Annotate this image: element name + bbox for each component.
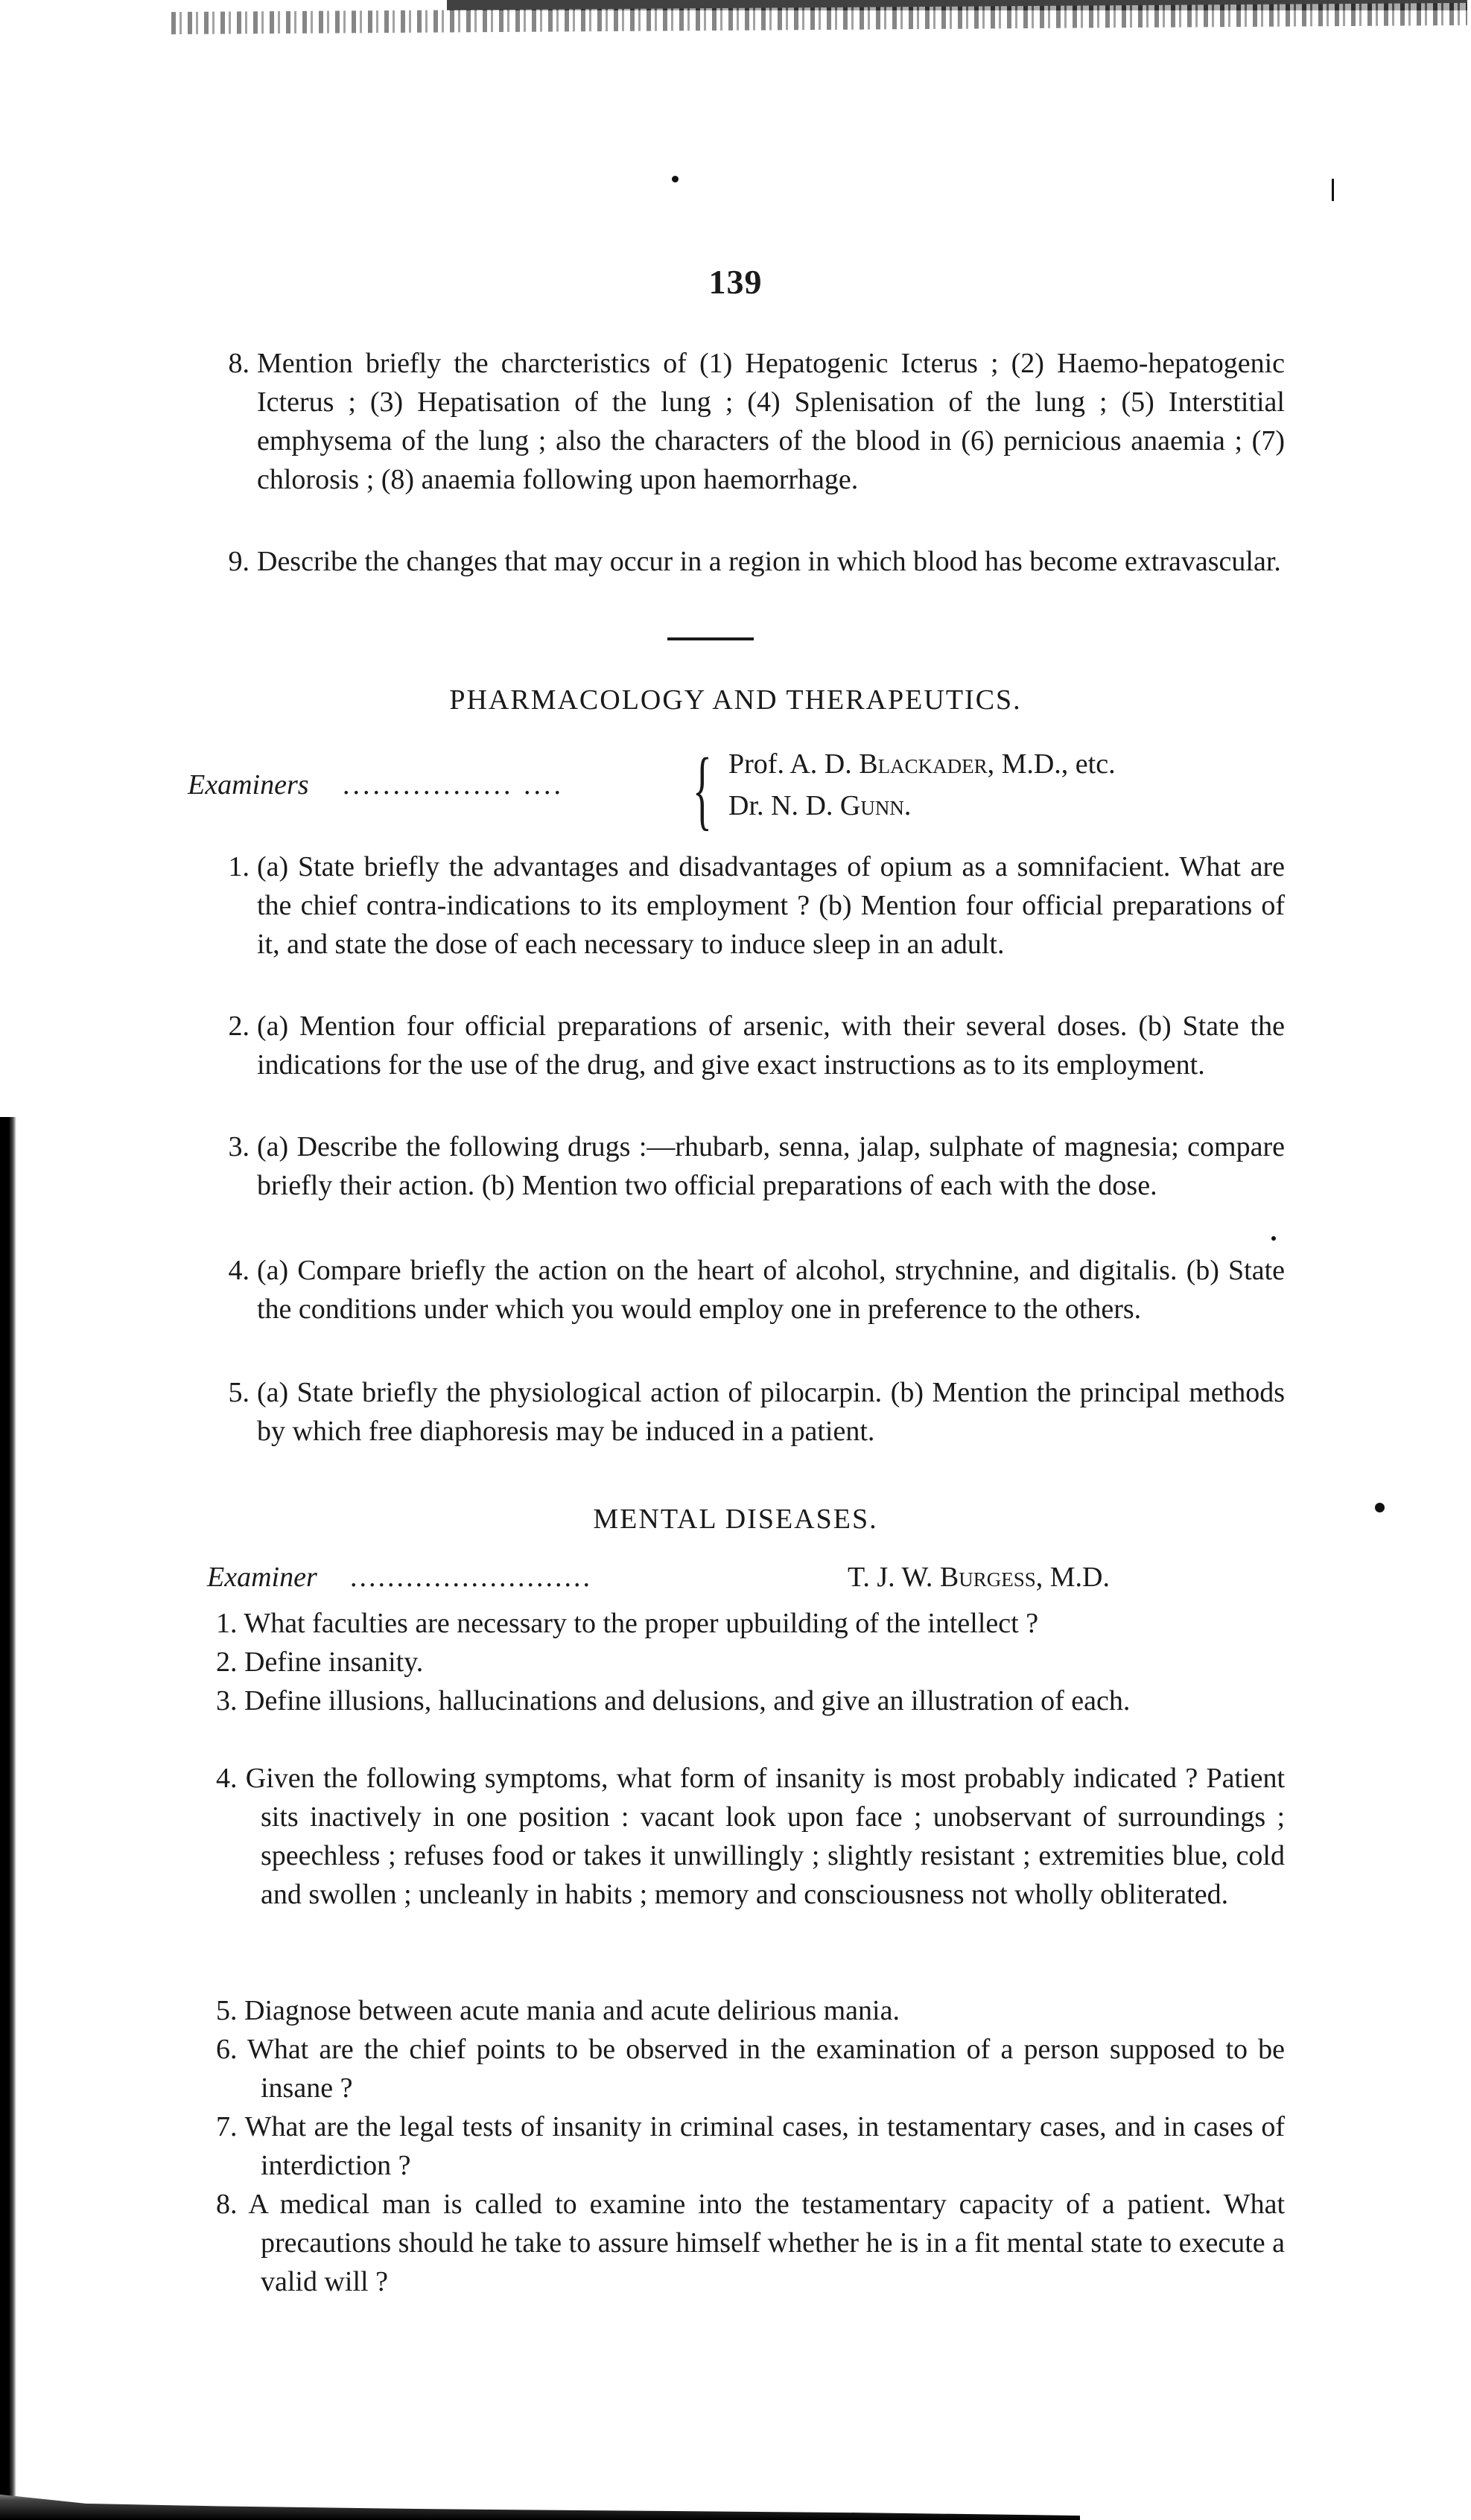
question-text: (a) State briefly the physiological action of pilocarpin. (b) Mention the principal methods by which free diaphoresis may be induced in a patient. bbox=[257, 1377, 1285, 1447]
question-number: 1. bbox=[228, 851, 250, 882]
scan-edge-left bbox=[0, 1117, 16, 2520]
section-title-mental-diseases: MENTAL DISEASES. bbox=[593, 1504, 878, 1535]
question-text: Describe the changes that may occur in a region in which blood has become extravascular. bbox=[257, 546, 1281, 577]
examiner-name: Dr. N. D. Gunn. bbox=[728, 790, 912, 821]
mental-question-2: 2. Define insanity. bbox=[216, 1646, 424, 1678]
examiners-leader-dots: ................. .... bbox=[343, 769, 564, 801]
examiner-name: Prof. A. D. Blackader, M.D., etc. bbox=[728, 748, 1116, 780]
examiner-leader-dots: .......................... bbox=[350, 1562, 592, 1593]
question-number: 5. bbox=[228, 1377, 250, 1408]
section-divider bbox=[667, 637, 754, 640]
question-number: 2. bbox=[228, 1011, 250, 1042]
scan-edge-top-noise bbox=[171, 3, 1467, 34]
page-number: 139 bbox=[708, 263, 763, 301]
question-number: 4. bbox=[228, 1255, 250, 1286]
question-text: (a) State briefly the advantages and disadvantages of opium as a somnifacient. What are the chief contra-indications to its employment ? (b) Mention four official preparations of it, and state the dose of each necessary to induce sleep in an adult. bbox=[257, 851, 1285, 960]
question-number: 9. bbox=[228, 546, 250, 577]
mental-question-5: 5. Diagnose between acute mania and acute delirious mania. bbox=[216, 1995, 900, 2026]
question-4 bbox=[228, 1251, 1285, 1329]
scan-speck bbox=[1271, 1236, 1276, 1241]
question-2 bbox=[228, 1007, 1285, 1084]
question-9 bbox=[228, 542, 1285, 581]
mental-question-6: 6. What are the chief points to be observed in the examination of a person supposed to be insane ? bbox=[216, 2034, 1285, 2104]
question-text: (a) Mention four official preparations of arsenic, with their several doses. (b) State the indications for the use of the drug, and give exact instructions as to its employment. bbox=[257, 1011, 1285, 1081]
section-title-pharmacology: PHARMACOLOGY AND THERAPEUTICS. bbox=[449, 684, 1022, 716]
mental-question-3: 3. Define illusions, hallucinations and delusions, and give an illustration of each. bbox=[216, 1685, 1131, 1716]
scan-speck bbox=[1332, 179, 1334, 201]
question-number: 8. bbox=[228, 348, 250, 379]
question-3 bbox=[228, 1127, 1285, 1205]
mental-question-8: 8. A medical man is called to examine into the testamentary capacity of a patient. What precautions should he take to assure himself whether he is in a fit mental state to execute a valid will ? bbox=[216, 2189, 1285, 2297]
mental-question-4: 4. Given the following symptoms, what form of insanity is most probably indicated ? Patient sits inactively in one position : vacant look upon face ; unobservant of surroundings ; speechless ; refuses food or takes it unwillingly ; slightly resistant ; extremities blue, cold and swollen ; uncleanly in habits ; memory and consciousness not wholly obliterated. bbox=[216, 1763, 1286, 1910]
scan-edge-bottom bbox=[0, 2484, 1080, 2520]
scan-speck bbox=[672, 176, 679, 182]
examiner-name: T. J. W. Burgess, M.D. bbox=[848, 1562, 1110, 1593]
brace-glyph: { bbox=[693, 739, 712, 839]
question-5 bbox=[228, 1373, 1285, 1451]
question-8 bbox=[228, 344, 1285, 499]
question-text: (a) Compare briefly the action on the heart of alcohol, strychnine, and digitalis. (b) State the conditions under which you would employ one in preference to the others. bbox=[257, 1255, 1285, 1325]
examiner-label: Examiner bbox=[207, 1562, 317, 1593]
question-1 bbox=[228, 847, 1285, 964]
question-text: Mention briefly the charcteristics of (1) Hepatogenic Icterus ; (2) Haemo-hepatogenic Icterus ; (3) Hepatisation of the lung ; (4) Splenisation of the lung ; (5) Interstitial emphysema of the lung ; also the characters of the blood in (6) pernicious anaemia ; (7) chlorosis ; (8) anaemia following upon haemorrhage. bbox=[257, 348, 1285, 495]
question-text: (a) Describe the following drugs :—rhubarb, senna, jalap, sulphate of magnesia; compare briefly their action. (b) Mention two official preparations of each with the dose. bbox=[257, 1131, 1285, 1201]
mental-question-7: 7. What are the legal tests of insanity in criminal cases, in testamentary cases, and in cases of interdiction ? bbox=[216, 2111, 1285, 2181]
mental-question-1: 1. What faculties are necessary to the proper upbuilding of the intellect ? bbox=[216, 1608, 1039, 1639]
examiners-label: Examiners bbox=[188, 769, 309, 801]
question-number: 3. bbox=[228, 1131, 250, 1162]
